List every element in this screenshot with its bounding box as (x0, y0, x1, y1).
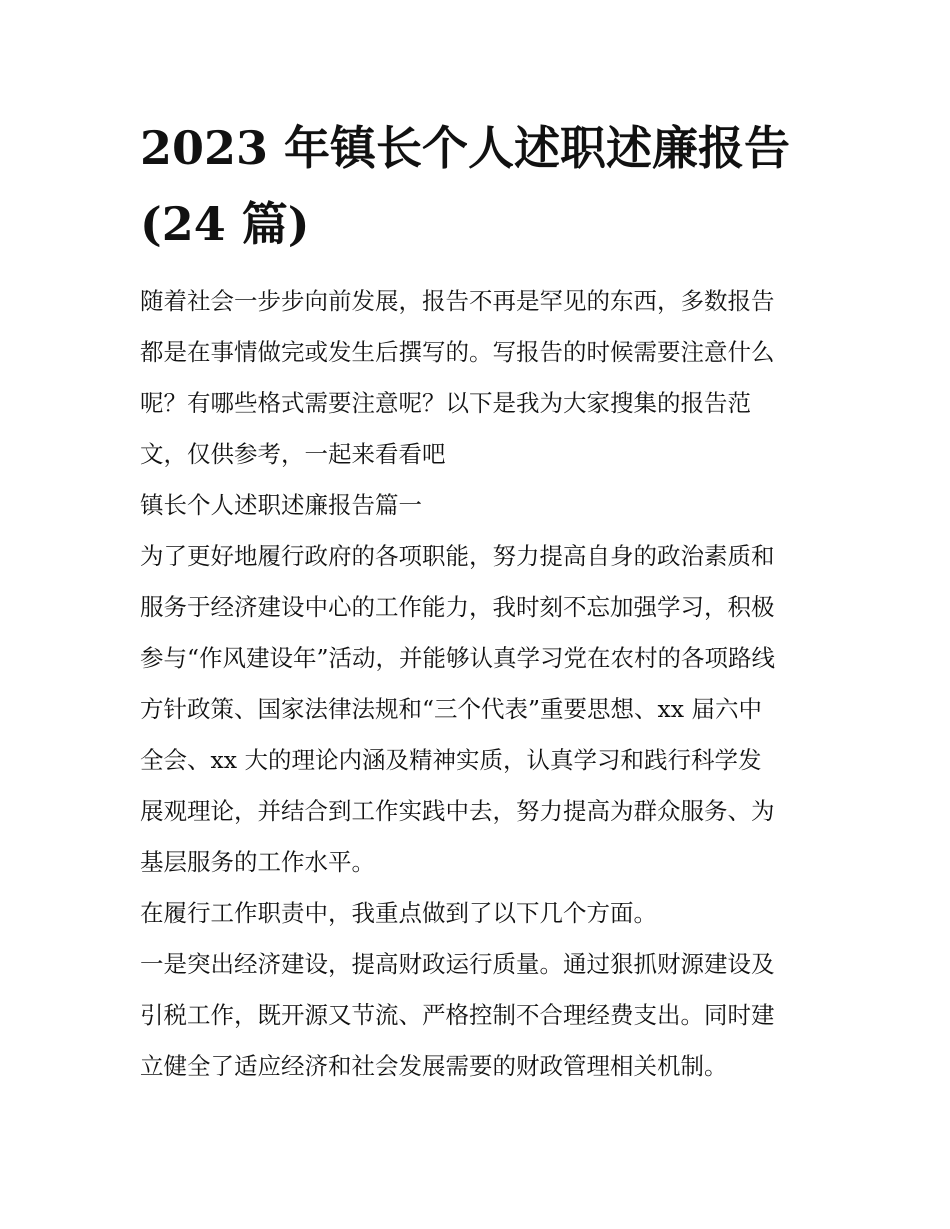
title-line: 2023 年镇长个人述职述廉报告 (140, 121, 791, 175)
document-title (140, 110, 820, 262)
paragraph-line: 方针政策、国家法律法规和“三个代表”重要思想、xx 届六中 (140, 695, 763, 723)
paragraph-line: 引税工作，既开源又节流、严格控制不合理经费支出。同时建 (140, 1001, 775, 1029)
paragraph-line: 服务于经济建设中心的工作能力，我时刻不忘加强学习，积极 (140, 593, 775, 621)
paragraph-line: 展观理论，并结合到工作实践中去，努力提高为群众服务、为 (140, 797, 775, 825)
paragraph-line: 一是突出经济建设，提高财政运行质量。通过狠抓财源建设及 (140, 950, 775, 978)
document-body (140, 276, 820, 1092)
paragraph-line: 为了更好地履行政府的各项职能，努力提高自身的政治素质和 (140, 542, 775, 570)
title-line: (24 篇) (140, 197, 310, 251)
section-heading: 镇长个人述职述廉报告篇一 (140, 491, 422, 519)
paragraph-line: 参与“作风建设年”活动，并能够认真学习党在农村的各项路线 (140, 644, 776, 672)
intro-line: 呢？有哪些格式需要注意呢？以下是我为大家搜集的报告范 (140, 389, 751, 417)
paragraph-line: 基层服务的工作水平。 (140, 848, 375, 876)
intro-line: 都是在事情做完或发生后撰写的。写报告的时候需要注意什么 (140, 338, 775, 366)
intro-line: 文，仅供参考，一起来看看吧 (140, 440, 446, 468)
intro-line: 随着社会一步步向前发展，报告不再是罕见的东西，多数报告 (140, 287, 775, 315)
paragraph-line: 在履行工作职责中，我重点做到了以下几个方面。 (140, 899, 657, 927)
paragraph-line: 立健全了适应经济和社会发展需要的财政管理相关机制。 (140, 1052, 728, 1080)
paragraph-line: 全会、xx 大的理论内涵及精神实质，认真学习和践行科学发 (140, 746, 762, 774)
